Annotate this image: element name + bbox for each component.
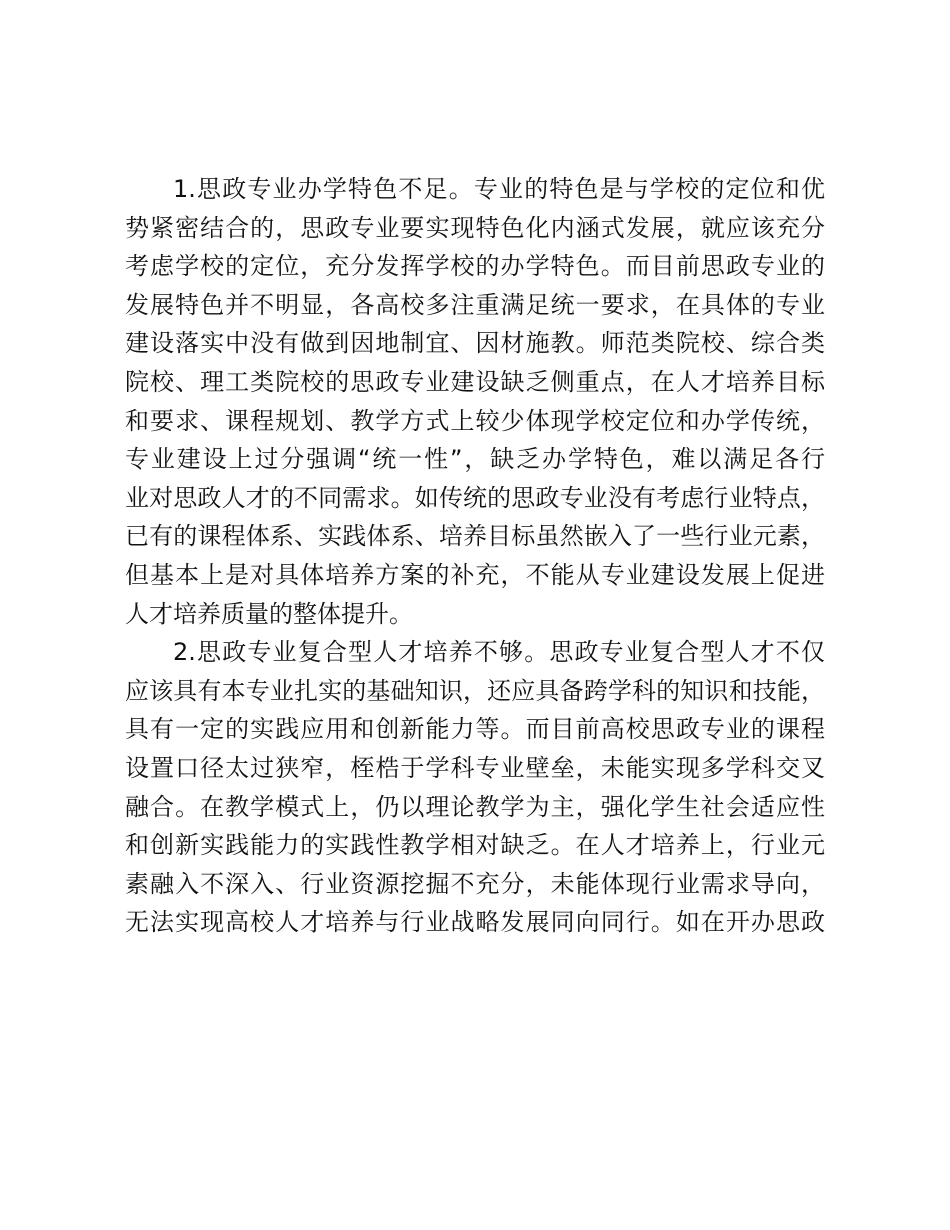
text-line: 融合。在教学模式上，仍以理论教学为主，强化学生社会适应性 <box>125 792 825 821</box>
text-line: 势紧密结合的，思政专业要实现特色化内涵式发展，就应该充分 <box>125 213 825 242</box>
text-line: 2.思政专业复合型人才培养不够。思政专业复合型人才不仅 <box>173 638 825 667</box>
text-line: 应该具有本专业扎实的基础知识，还应具备跨学科的知识和技能， <box>125 676 825 705</box>
text-line: 无法实现高校人才培养与行业战略发展同向同行。如在开办思政 <box>125 908 825 937</box>
text-line: 但基本上是对具体培养方案的补充，不能从专业建设发展上促进 <box>125 560 825 589</box>
text-line: 和要求、课程规划、教学方式上较少体现学校定位和办学传统， <box>125 406 825 435</box>
text-line: 建设落实中没有做到因地制宜、因材施教。师范类院校、综合类 <box>125 329 825 358</box>
text-line: 已有的课程体系、实践体系、培养目标虽然嵌入了一些行业元素， <box>125 522 825 551</box>
text-line: 具有一定的实践应用和创新能力等。而目前高校思政专业的课程 <box>125 715 825 744</box>
text-line: 和创新实践能力的实践性教学相对缺乏。在人才培养上，行业元 <box>125 831 825 860</box>
text-line: 1.思政专业办学特色不足。专业的特色是与学校的定位和优 <box>173 175 825 203</box>
text-line: 人才培养质量的整体提升。 <box>125 599 413 628</box>
text-line: 考虑学校的定位，充分发挥学校的办学特色。而目前思政专业的 <box>125 252 825 281</box>
document-body <box>125 170 825 942</box>
text-line: 设置口径太过狭窄，桎梏于学科专业壁垒，未能实现多学科交叉 <box>125 753 825 782</box>
text-line: 素融入不深入、行业资源挖掘不充分，未能体现行业需求导向， <box>125 869 825 898</box>
text-line: 业对思政人才的不同需求。如传统的思政专业没有考虑行业特点， <box>125 483 825 512</box>
text-line: 发展特色并不明显，各高校多注重满足统一要求，在具体的专业 <box>125 290 825 319</box>
paragraph-2 <box>125 633 825 942</box>
text-line: 院校、理工类院校的思政专业建设缺乏侧重点，在人才培养目标 <box>125 367 825 396</box>
paragraph-1 <box>125 170 825 633</box>
text-line: 专业建设上过分强调“统一性”，缺乏办学特色，难以满足各行 <box>125 445 825 474</box>
